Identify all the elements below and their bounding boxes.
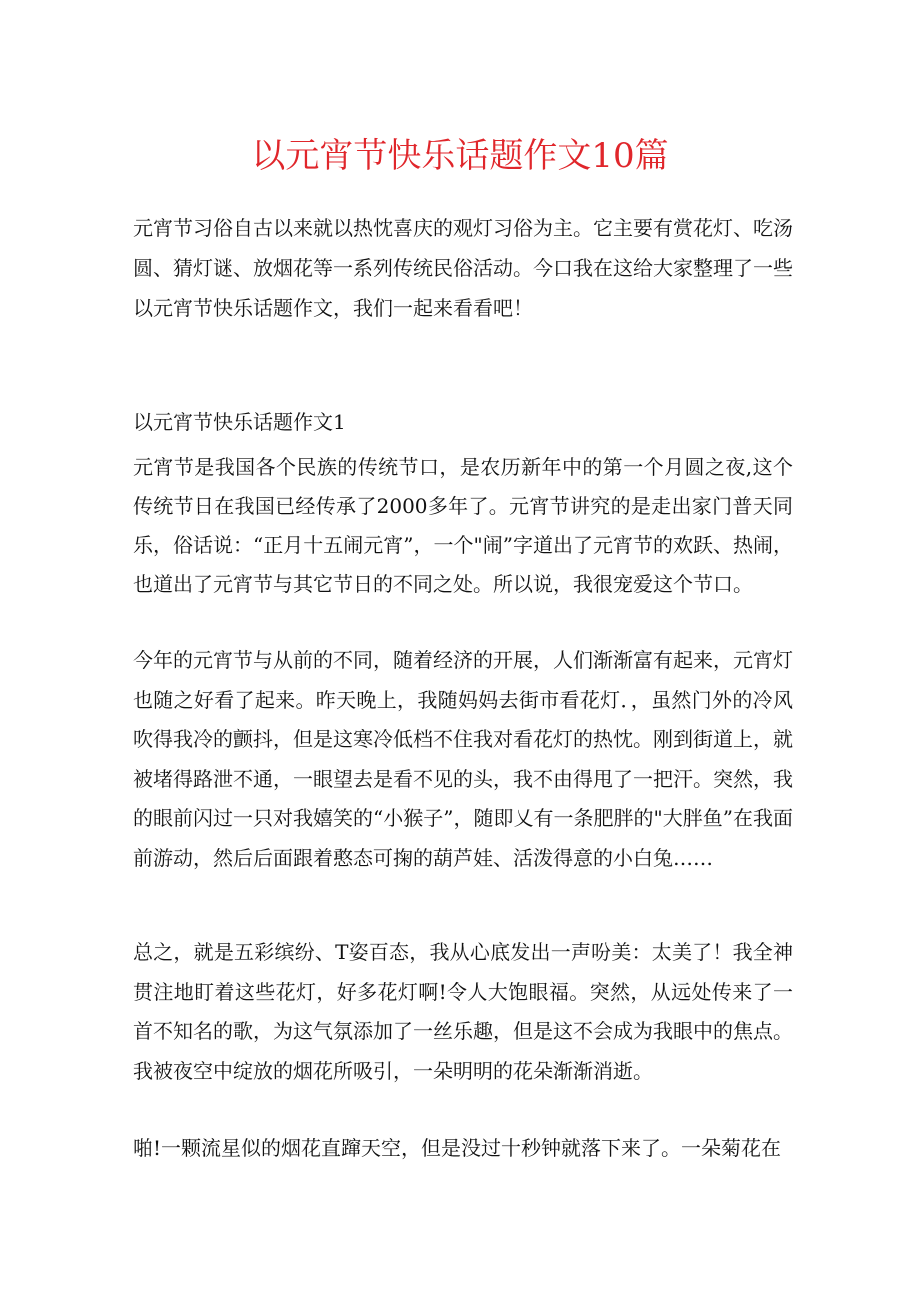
body-paragraph-1: 元宵节是我国各个民族的传统节口，是农历新年中的第一个月圆之夜,这个传统节日在我国已经传承了2000多年了。元宵节讲究的是走出家门普天同乐，俗话说：“正月十五闹元宵”，一个"闹”字道出了元宵节的欢跃、热闹，也道出了元宵节与其它节日的不同之处。所以说，我很宠爱这个节口。 (133, 455, 793, 596)
page-title: 以元宵节快乐话题作文10篇 (251, 136, 669, 176)
section-heading: 以元宵节快乐话题作文1 (133, 410, 346, 434)
body-paragraph-2: 今年的元宵节与从前的不同，随着经济的开展，人们渐渐富有起来，元宵灯也随之好看了起来。昨天晚上，我随妈妈去街市看花灯．，虽然门外的冷风吹得我冷的颤抖，但是这寒冷低档不住我对看花灯的热忱。刚到街道上，就被堵得路泄不通，一眼望去是看不见的头，我不由得甩了一把汗。突然，我的眼前闪过一只对我嬉笑的“小猴子”，随即乂有一条肥胖的"大胖鱼”在我面前游动，然后后面跟着憨态可掬的葫芦娃、活泼得意的小白兔…… (133, 648, 793, 870)
body-paragraph-4: 啪!一颗流星似的烟花直蹿天空，但是没过十秒钟就落下来了。一朵菊花在 (133, 1136, 782, 1160)
body-paragraph-3: 总之，就是五彩缤纷、T姿百态，我从心底发出一声吩美：太美了！我全神贯注地盯着这些花灯，好多花灯啊!令人大饱眼福。突然，从远处传来了一首不知名的歌，为这气氛添加了一丝乐趣，但是这不会成为我眼中的焦点。我被夜空中绽放的烟花所吸引，一朵明明的花朵渐渐消逝。 (133, 940, 793, 1083)
intro-paragraph: 元宵节习俗自古以来就以热忱喜庆的观灯习俗为主。它主要有赏花灯、吃汤圆、猜灯谜、放烟花等一系列传统民俗活动。今口我在这给大家整理了一些以元宵节快乐话题作文，我们一起来看看吧！ (133, 216, 793, 320)
